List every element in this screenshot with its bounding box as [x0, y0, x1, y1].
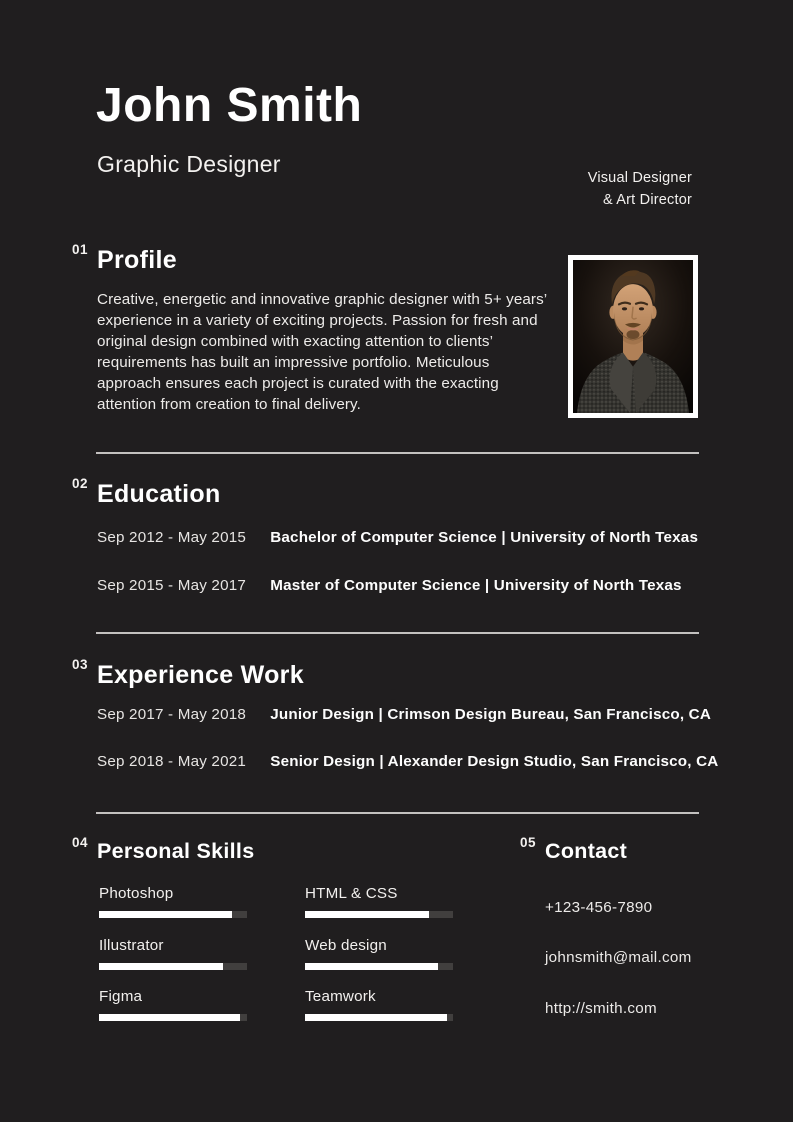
- skill-bar-fill: [305, 1014, 447, 1021]
- education-detail: Master of Computer Science | University of North Texas: [270, 577, 682, 594]
- experience-dates: Sep 2018 - May 2021: [97, 753, 247, 770]
- experience-detail: Junior Design | Crimson Design Bureau, San Francisco, CA: [270, 706, 712, 723]
- skill-item: [305, 937, 453, 970]
- section-title-education: Education: [97, 480, 221, 508]
- portrait-illustration: [573, 260, 693, 413]
- skill-item: [305, 988, 453, 1021]
- section-number-contact: 05: [520, 835, 537, 850]
- skill-bar-fill: [99, 963, 223, 970]
- skill-bar-track: [99, 963, 247, 970]
- tagline-line-2: & Art Director: [602, 191, 692, 208]
- divider: [96, 632, 699, 634]
- skill-label: Illustrator: [99, 937, 164, 954]
- education-detail: Bachelor of Computer Science | University of North Texas: [270, 529, 699, 546]
- experience-detail: Senior Design | Alexander Design Studio, San Francisco, CA: [270, 753, 719, 770]
- skill-bar-fill: [99, 911, 232, 918]
- skill-bar-track: [99, 1014, 247, 1021]
- contact-website[interactable]: http://smith.com: [545, 1000, 657, 1017]
- skill-bar-track: [305, 911, 453, 918]
- profile-photo: [568, 255, 698, 418]
- skill-item: [99, 988, 247, 1021]
- contact-phone: +123-456-7890: [545, 899, 653, 916]
- section-title-profile: Profile: [97, 246, 177, 274]
- section-title-skills: Personal Skills: [97, 839, 255, 863]
- divider: [96, 452, 699, 454]
- skill-bar-track: [305, 963, 453, 970]
- tagline: [588, 168, 692, 211]
- section-number-experience: 03: [72, 657, 89, 672]
- person-name: John Smith: [96, 79, 363, 132]
- skill-item: [99, 937, 247, 970]
- education-dates: Sep 2015 - May 2017: [97, 577, 247, 594]
- skill-bar-track: [99, 911, 247, 918]
- skill-label: Figma: [99, 988, 143, 1005]
- tagline-line-1: Visual Designer: [587, 170, 692, 186]
- experience-dates: Sep 2017 - May 2018: [97, 706, 247, 723]
- skill-item: [305, 885, 453, 918]
- section-number-skills: 04: [72, 835, 89, 850]
- divider: [96, 812, 699, 814]
- section-heading-skills: [72, 835, 255, 864]
- skill-label: Teamwork: [305, 988, 376, 1005]
- education-row: [97, 529, 698, 546]
- skill-label: Photoshop: [99, 885, 174, 902]
- profile-summary: Creative, energetic and innovative graphic designer with 5+ years’ experience in a variety of exciting projects. Passion for fresh and original design combined with exacting attention to clients’ requirements has built an impressive portfolio. Meticulous approach ensures each project is curated with the exacting attention from creation to final delivery.: [97, 291, 547, 413]
- person-role: Graphic Designer: [97, 151, 281, 177]
- experience-row: [97, 706, 711, 723]
- section-heading-education: [72, 476, 221, 509]
- section-title-contact: Contact: [545, 839, 628, 863]
- skill-bar-fill: [99, 1014, 240, 1021]
- skill-label: Web design: [305, 937, 387, 954]
- education-dates: Sep 2012 - May 2015: [97, 529, 247, 546]
- contact-email[interactable]: johnsmith@mail.com: [545, 949, 692, 966]
- skill-item: [99, 885, 247, 918]
- section-heading-profile: [72, 242, 177, 275]
- experience-row: [97, 753, 718, 770]
- education-row: [97, 577, 682, 594]
- skill-label: HTML & CSS: [305, 885, 398, 902]
- section-number-profile: 01: [72, 242, 89, 257]
- section-heading-experience: [72, 657, 304, 690]
- skill-bar-fill: [305, 911, 429, 918]
- skill-bar-track: [305, 1014, 453, 1021]
- section-heading-contact: [520, 835, 628, 864]
- skill-bar-fill: [305, 963, 438, 970]
- section-number-education: 02: [72, 476, 89, 491]
- section-title-experience: Experience Work: [97, 661, 304, 689]
